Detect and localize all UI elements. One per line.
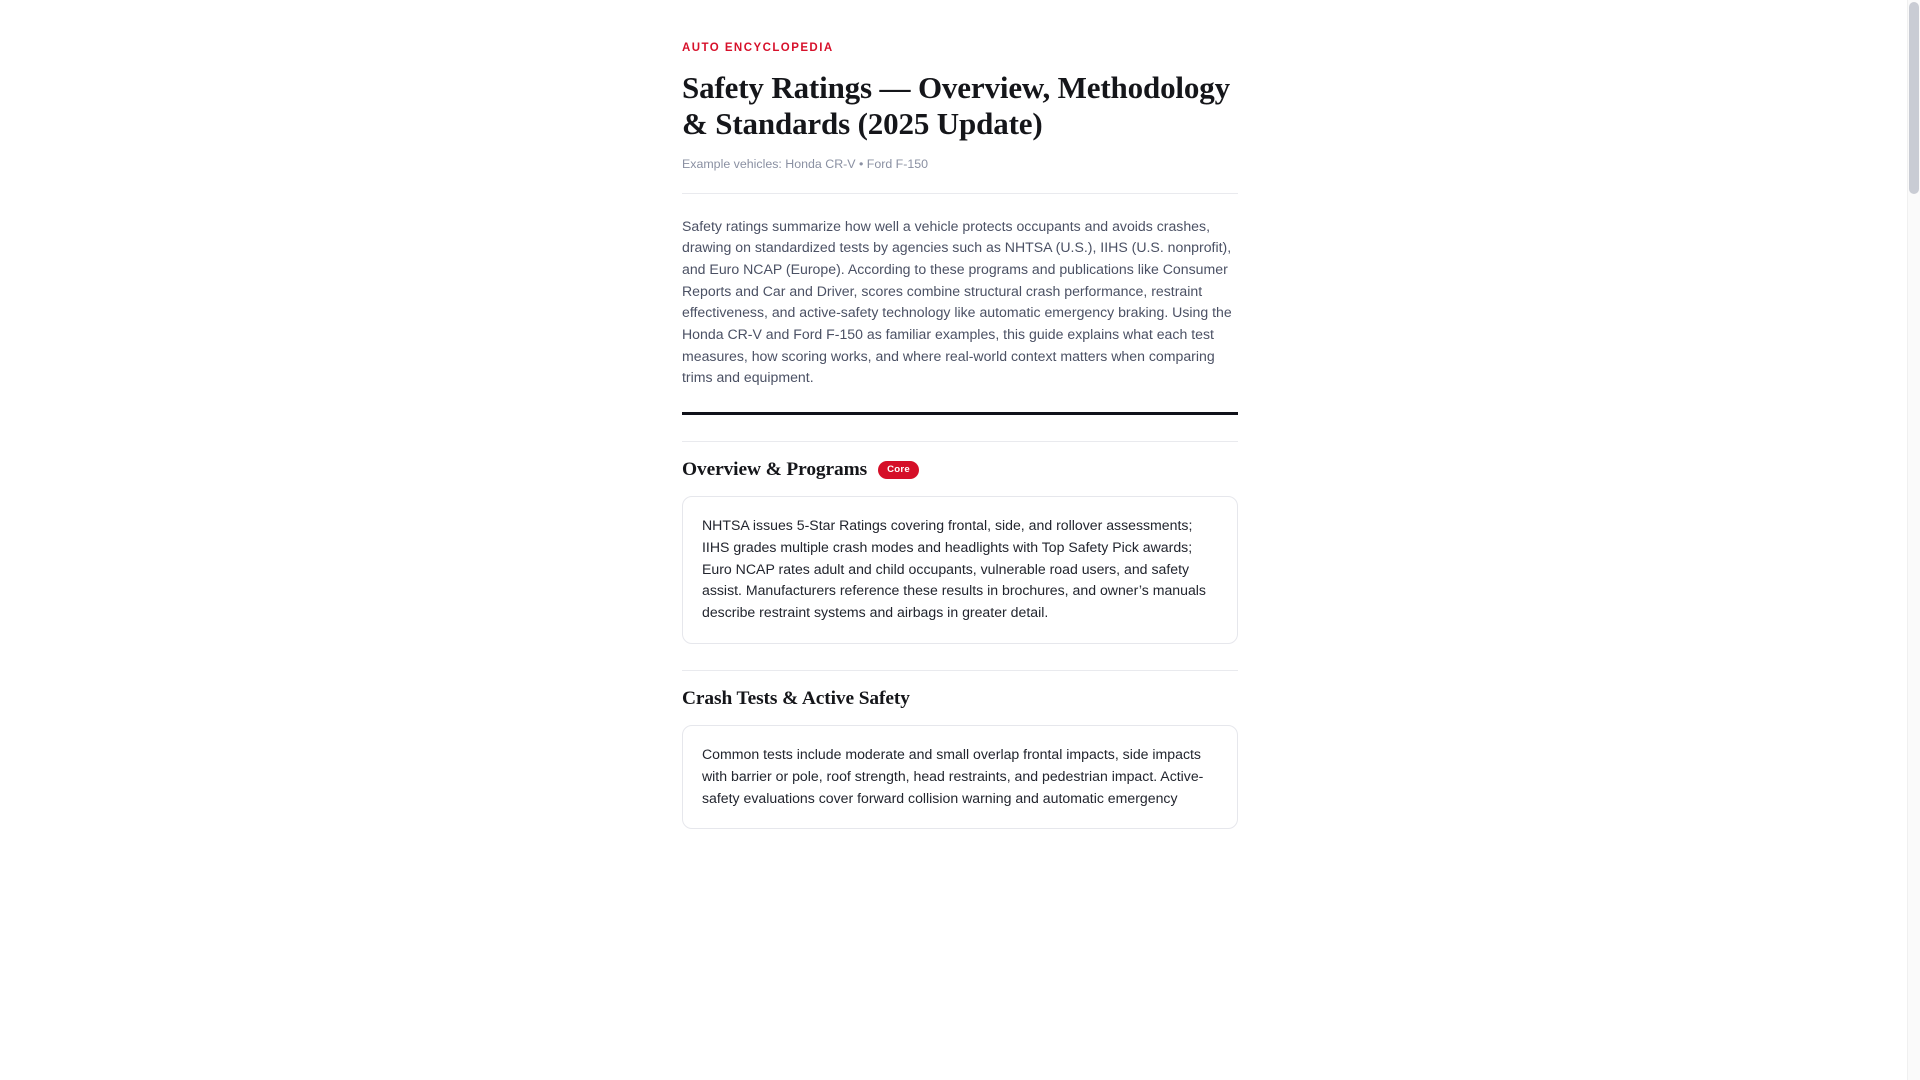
section-header bbox=[682, 687, 1238, 711]
eyebrow-label: AUTO ENCYCLOPEDIA bbox=[682, 42, 834, 54]
section-body-text: Common tests include moderate and small overlap frontal impacts, side impacts with barrier or pole, roof strength, head restraints, and pedestrian impact. Active-safety evaluations cover forward collision warning and automatic emergency bbox=[702, 746, 1204, 806]
section-divider bbox=[682, 441, 1238, 442]
heavy-rule-divider bbox=[682, 412, 1238, 415]
status-badge: Core bbox=[878, 461, 919, 479]
section-title: Overview & Programs bbox=[682, 458, 868, 480]
section-card bbox=[682, 725, 1238, 829]
subtitle-example-vehicles: Example vehicles: Honda CR-V • Ford F-150 bbox=[682, 157, 929, 172]
intro-paragraph: Safety ratings summarize how well a vehicle protects occupants and avoids crashes, drawing on standardized tests by agencies such as NHTSA (U.S.), IIHS (U.S. nonprofit), and Euro NCAP (Europe). According to these programs and publications like Consumer Reports and Car and Driver, scores combine structural crash performance, restraint effectiveness, and active-safety technology like automatic emergency braking. Using the Honda CR-V and Ford F-150 as familiar examples, this guide explains what each test measures, how scoring works, and where real-world context matters when comparing trims and equipment. bbox=[682, 217, 1232, 386]
section-divider bbox=[682, 670, 1238, 671]
page-title: Safety Ratings — Overview, Methodology & Standards (2025 Update) bbox=[682, 69, 1230, 141]
section-card bbox=[682, 496, 1238, 644]
section-crash-tests-active-safety bbox=[682, 670, 1238, 830]
section-header bbox=[682, 458, 1238, 482]
vertical-scrollbar-track[interactable] bbox=[1907, 0, 1920, 1080]
article-container bbox=[682, 0, 1238, 869]
section-body-text: NHTSA issues 5-Star Ratings covering frontal, side, and rollover assessments; IIHS grades multiple crash modes and headlights with Top Safety Pick awards; Euro NCAP rates adult and child occupants, vulnerable road users, and safety assist. Manufacturers reference these results in brochures, and owner’s manuals describe restraint systems and airbags in greater detail. bbox=[702, 517, 1206, 621]
section-overview-programs bbox=[682, 441, 1238, 644]
header-divider bbox=[682, 193, 1238, 194]
vertical-scrollbar-thumb[interactable] bbox=[1909, 2, 1919, 194]
section-title: Crash Tests & Active Safety bbox=[682, 687, 910, 709]
